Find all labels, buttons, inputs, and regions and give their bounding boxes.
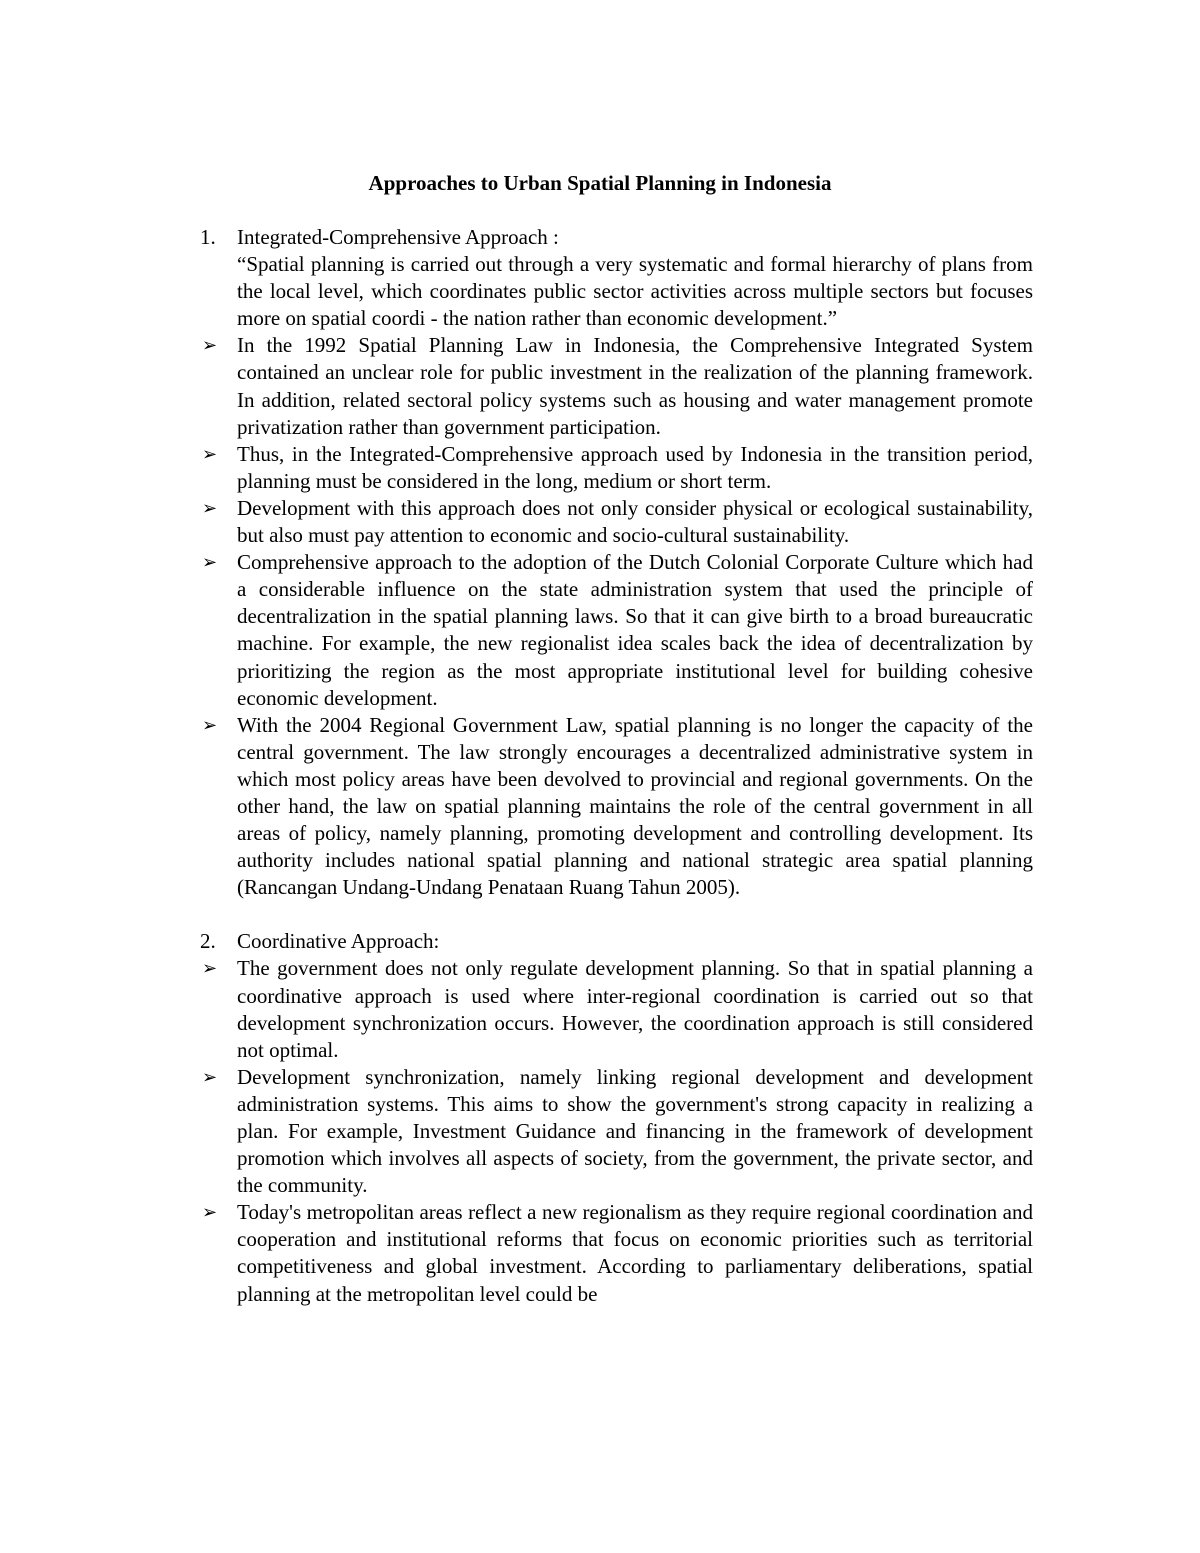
document-title: Approaches to Urban Spatial Planning in Indonesia — [368, 171, 832, 195]
section-heading-text: Coordinative Approach: — [237, 929, 440, 954]
arrow-bullet-icon: ➢ — [202, 958, 218, 980]
bullet-text: Today's metropolitan areas reflect a new regionalism as they require regional coordination and cooperation and institutional reforms that focus on economic priorities such as territorial competitiveness and global investment. According to parliamentary deliberations, spatial planning at the metropolitan level could be — [237, 1200, 1033, 1306]
bullet-text: Development with this approach does not only consider physical or ecological sustainability, but also must pay attention to economic and socio-cultural sustainability. — [237, 495, 1033, 548]
section-quote: “Spatial planning is carried out through a very systematic and formal hierarchy of plans from the local level, which coordinates public sector activities across multiple sectors but focuses more on spatial coordi - the nation rather than economic development.” — [237, 252, 1033, 331]
arrow-bullet-icon: ➢ — [202, 1202, 218, 1224]
bullet-text: Thus, in the Integrated-Comprehensive approach used by Indonesia in the transition period, planning must be considered in the long, medium or short term. — [237, 441, 1033, 493]
document-body — [200, 224, 1033, 1308]
arrow-bullet-icon: ➢ — [202, 443, 218, 465]
section-spacer — [200, 901, 1033, 928]
bullet-item — [200, 549, 1033, 712]
bullet-item — [200, 712, 1033, 902]
arrow-bullet-icon: ➢ — [202, 1066, 218, 1088]
section-number: 1. — [200, 225, 216, 249]
bullet-item — [200, 1199, 1033, 1307]
section-1 — [200, 224, 1033, 901]
arrow-bullet-icon: ➢ — [202, 497, 218, 519]
section-heading — [200, 928, 1033, 955]
section-heading-text: Integrated-Comprehensive Approach : — [237, 225, 559, 249]
arrow-bullet-icon: ➢ — [202, 552, 218, 574]
bullet-item — [200, 441, 1033, 495]
section-number: 2. — [200, 929, 216, 954]
arrow-bullet-icon: ➢ — [202, 714, 218, 736]
bullet-item — [200, 955, 1033, 1063]
section-2 — [200, 928, 1033, 1307]
bullet-item — [200, 1064, 1033, 1199]
arrow-bullet-icon: ➢ — [202, 335, 218, 357]
section-heading — [200, 224, 1033, 251]
bullet-text: In the 1992 Spatial Planning Law in Indonesia, the Comprehensive Integrated System contained an unclear role for public investment in the realization of the planning framework. In addition, related sectoral policy systems such as housing and water management promote privatization rather than government participation. — [237, 333, 1033, 439]
bullet-item — [200, 332, 1033, 440]
bullet-text: With the 2004 Regional Government Law, spatial planning is no longer the capacity of the central government. The law strongly encourages a decentralized administrative system in which most policy areas have been devolved to provincial and regional governments. On the other hand, the law on spatial planning maintains the role of the central government in all areas of policy, namely planning, promoting development and controlling development. Its authority includes national spatial planning and national strategic area spatial planning (Rancangan Undang-Undang Penataan Ruang Tahun 2005). — [237, 712, 1033, 900]
bullet-item — [200, 495, 1033, 549]
bullet-text: The government does not only regulate development planning. So that in spatial planning a coordinative approach is used where inter-regional coordination is carried out so that development synchronization occurs. However, the coordination approach is still considered not optimal. — [237, 956, 1033, 1062]
bullet-text: Comprehensive approach to the adoption of the Dutch Colonial Corporate Culture which had a considerable influence on the state administration system that used the principle of decentralization in the spatial planning laws. So that it can give birth to a broad bureaucratic machine. For example, the new regionalist idea scales back the idea of decentralization by prioritizing the region as the most appropriate institutional level for building cohesive economic development. — [237, 550, 1033, 710]
bullet-text: Development synchronization, namely linking regional development and development administration systems. This aims to show the government's strong capacity in realizing a plan. For example, Investment Guidance and financing in the framework of development promotion which involves all aspects of society, from the government, the private sector, and the community. — [237, 1064, 1033, 1198]
